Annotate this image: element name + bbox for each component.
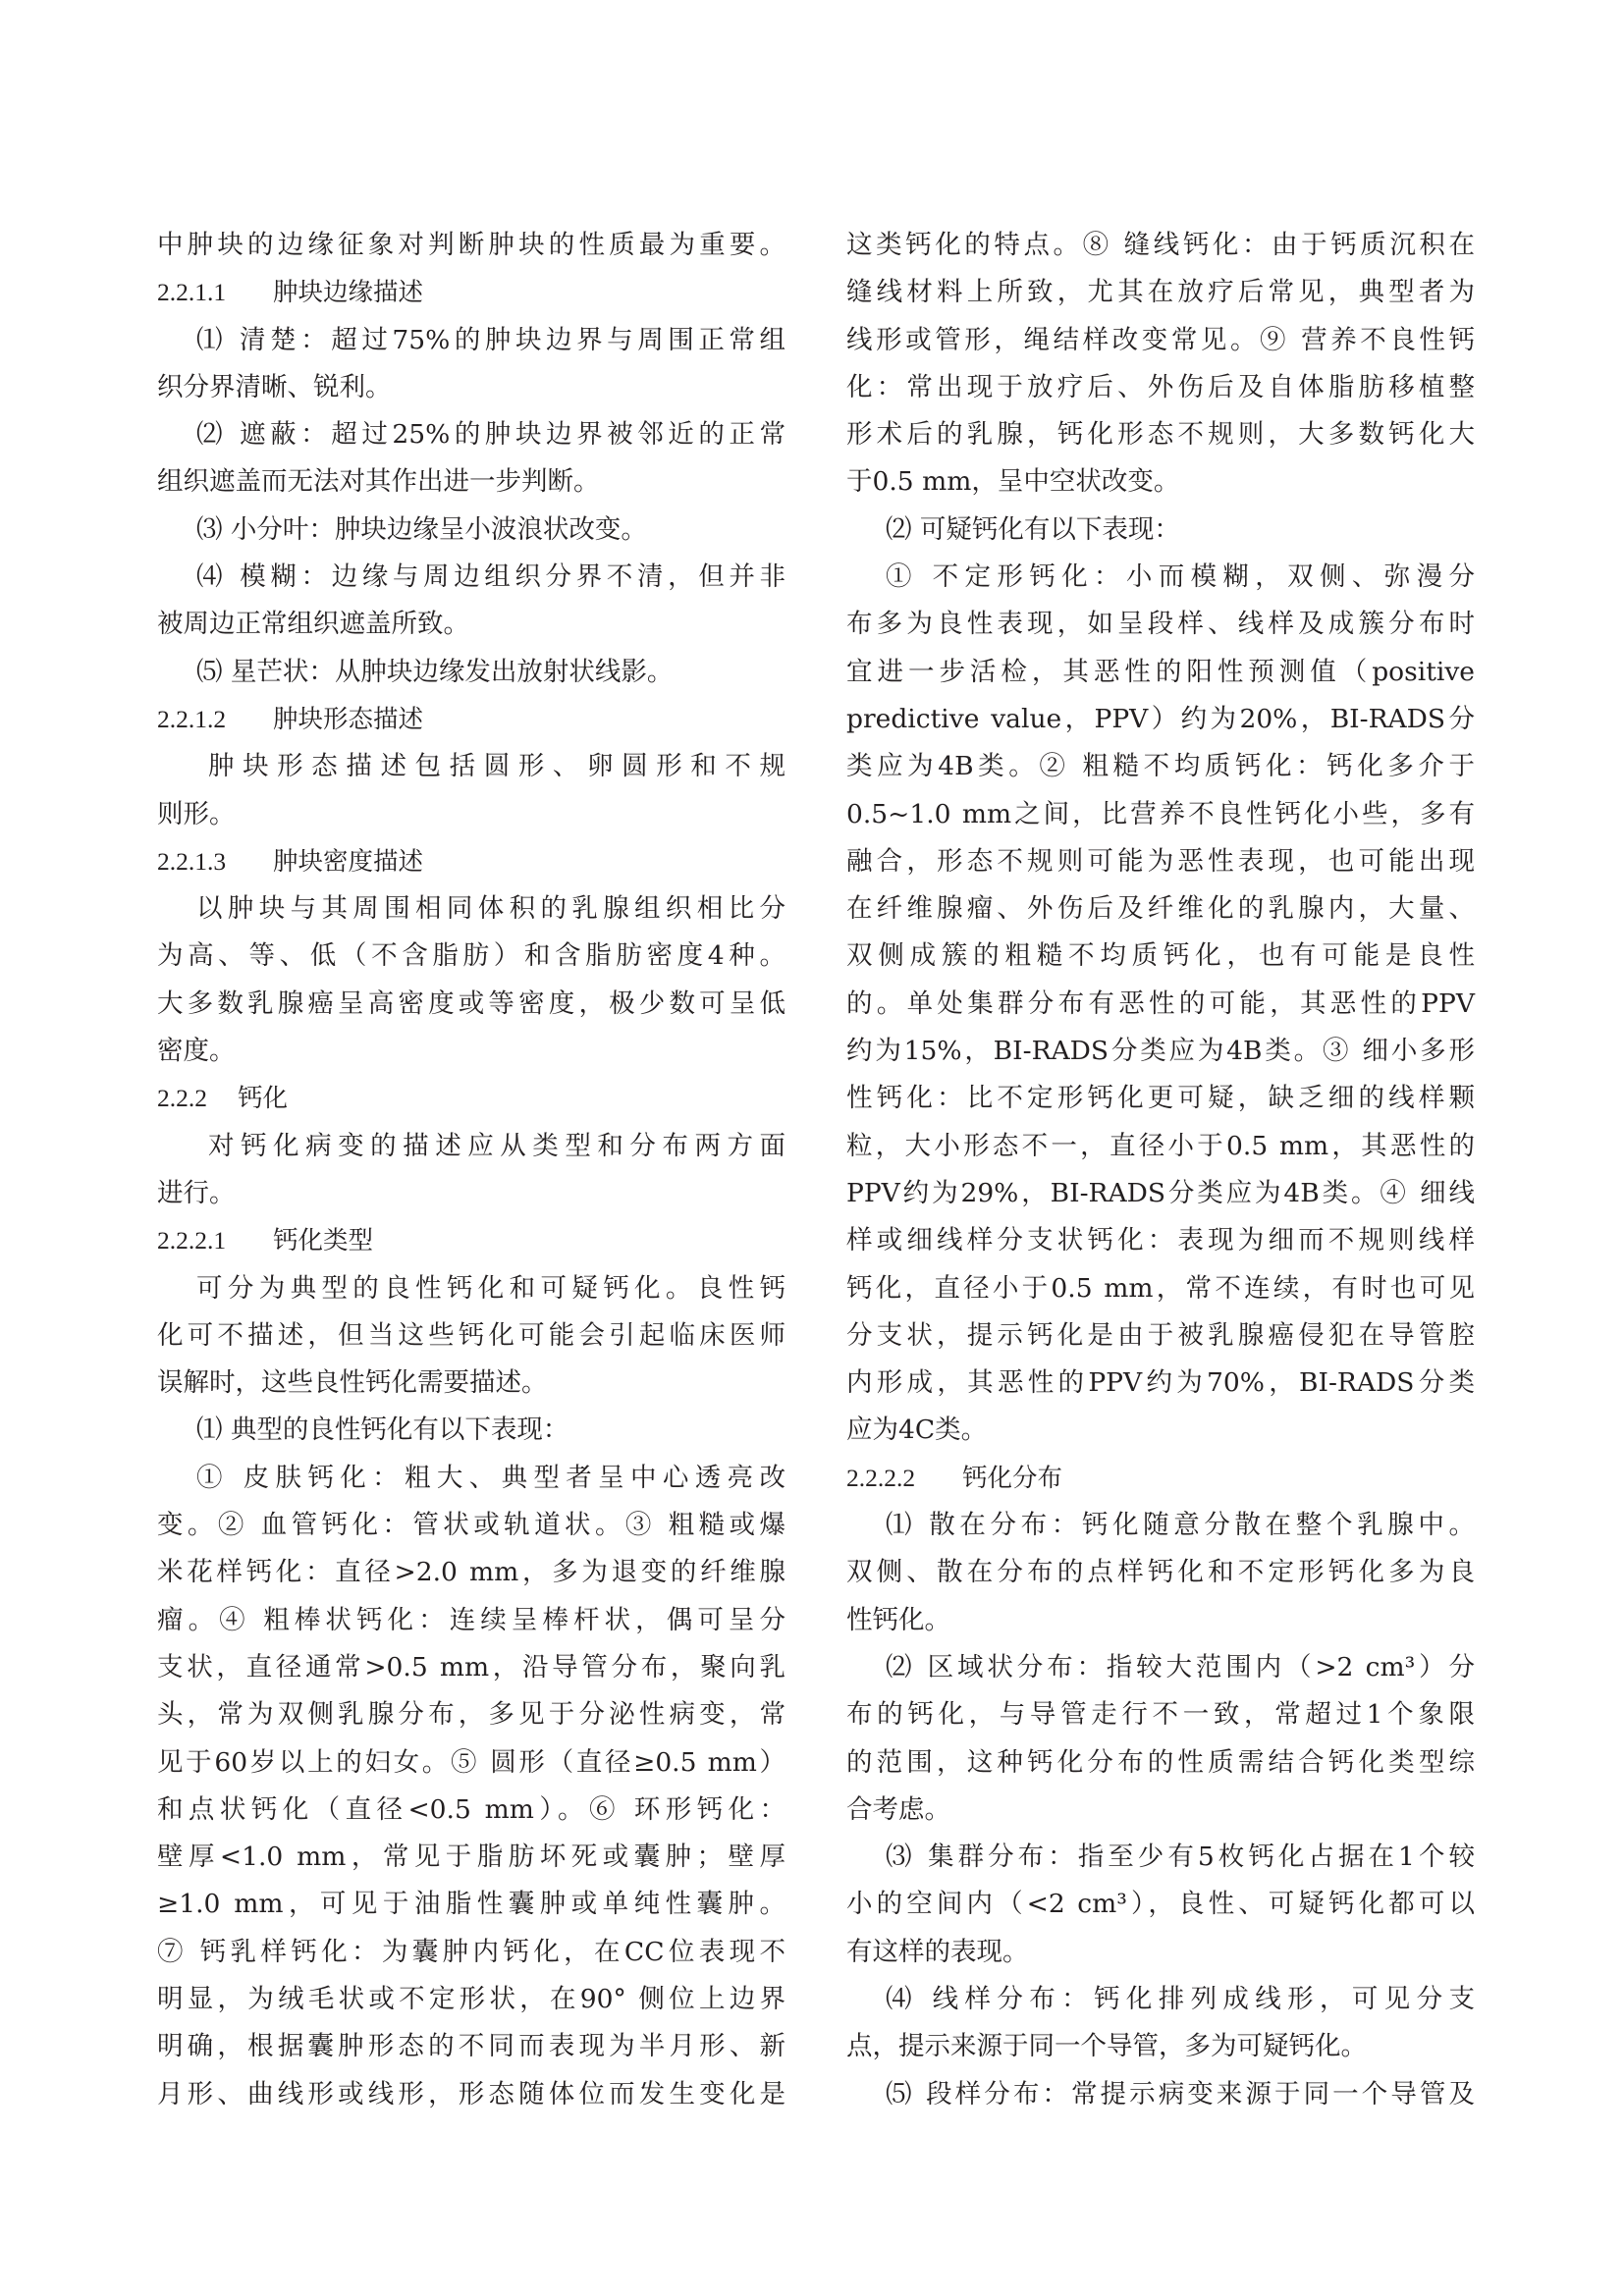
text-line: 和点状钙化（直径<0.5 mm）。⑥ 环形钙化： [157, 1793, 785, 1825]
section-number: 2.2.1.2 [157, 704, 227, 733]
text-line: ⑷ 模糊：边缘与周边组织分界不清，但并非 [196, 561, 785, 593]
text-line: 壁厚<1.0 mm，常见于脂肪坏死或囊肿；壁厚 [157, 1842, 785, 1873]
section-title: 肿块边缘描述 [273, 278, 424, 308]
text-line: 形术后的乳腺，钙化形态不规则，大多数钙化大 [846, 419, 1475, 451]
section-title: 钙化 [238, 1084, 289, 1114]
text-line: ⑵ 区域状分布：指较大范围内（>2 cm³）分 [886, 1651, 1475, 1682]
text-line: 大多数乳腺癌呈高密度或等密度，极少数可呈低 [157, 988, 785, 1019]
text-line: 缝线材料上所致，尤其在放疗后常见，典型者为 [846, 277, 1475, 308]
text-line: 瘤。④ 粗棒状钙化：连续呈棒杆状，偶可呈分 [157, 1604, 785, 1635]
text-line: 化可不描述，但当这些钙化可能会引起临床医师 [157, 1319, 785, 1351]
text-line: 类应为4B类。② 粗糙不均质钙化：钙化多介于 [846, 751, 1475, 782]
section-heading [157, 1075, 785, 1122]
text-line: ① 皮肤钙化：粗大、典型者呈中心透亮改 [196, 1462, 785, 1493]
text-line: 组织遮盖而无法对其作出进一步判断。 [157, 466, 600, 498]
text-line: 内形成，其恶性的PPV约为70%，BI-RADS分类 [846, 1367, 1475, 1399]
text-line: ⑵ 遮蔽：超过25%的肿块边界被邻近的正常 [196, 419, 785, 451]
text-line: 小的空间内（<2 cm³），良性、可疑钙化都可以 [846, 1889, 1475, 1920]
text-line: 有这样的表现。 [846, 1936, 1029, 1967]
text-line: 变。② 血管钙化：管状或轨道状。③ 粗糙或爆 [157, 1510, 785, 1541]
section-title: 肿块形态描述 [273, 704, 424, 734]
text-line: ⑴ 散在分布：钙化随意分散在整个乳腺中。 [886, 1510, 1475, 1541]
text-line: 在纤维腺瘤、外伤后及纤维化的乳腺内，大量、 [846, 893, 1475, 925]
text-line: PPV约为29%，BI-RADS分类应为4B类。④ 细线 [846, 1177, 1475, 1208]
text-line: 月形、曲线形或线形，形态随体位而发生变化是 [157, 2078, 785, 2109]
text-line: ⑦ 钙乳样钙化：为囊肿内钙化，在CC位表现不 [157, 1936, 785, 1967]
section-number: 2.2.2 [157, 1084, 207, 1113]
section-heading [157, 1217, 785, 1264]
text-line: 这类钙化的特点。⑧ 缝线钙化：由于钙质沉积在 [846, 230, 1475, 260]
text-line: ⑶ 集群分布：指至少有5枚钙化占据在1个较 [886, 1842, 1475, 1873]
text-line: ① 不定形钙化：小而模糊，双侧、弥漫分 [886, 561, 1475, 593]
text-line: 误解时，这些良性钙化需要描述。 [157, 1367, 548, 1399]
text-line: 性钙化。 [846, 1604, 950, 1635]
text-line: 分支状，提示钙化是由于被乳腺癌侵犯在导管腔 [846, 1319, 1475, 1351]
text-line: 0.5~1.0 mm之间，比营养不良性钙化小些，多有 [846, 798, 1475, 829]
text-line: 米花样钙化：直径>2.0 mm，多为退变的纤维腺 [157, 1557, 785, 1588]
text-line: 明显，为绒毛状或不定形状，在90° 侧位上边界 [157, 1983, 785, 2014]
text-line: 中肿块的边缘征象对判断肿块的性质最为重要。 [157, 230, 785, 260]
text-line: ⑵ 可疑钙化有以下表现： [886, 513, 1180, 545]
section-heading [157, 696, 785, 743]
text-line: 化：常出现于放疗后、外伤后及自体脂肪移植整 [846, 371, 1475, 402]
text-line: 以肿块与其周围相同体积的乳腺组织相比分 [196, 893, 785, 925]
section-number: 2.2.1.3 [157, 846, 227, 876]
text-line: 双侧成簇的粗糙不均质钙化，也有可能是良性 [846, 940, 1475, 972]
section-heading [157, 838, 785, 885]
text-line: 性钙化：比不定形钙化更可疑，缺乏细的线样颗 [846, 1083, 1475, 1114]
text-line: 宜进一步活检，其恶性的阳性预测值（positive [846, 656, 1475, 687]
text-line: 进行。 [157, 1177, 236, 1208]
text-line: ⑸ 星芒状：从肿块边缘发出放射状线影。 [196, 656, 674, 687]
section-number: 2.2.1.1 [157, 278, 227, 307]
text-line: ⑴ 典型的良性钙化有以下表现： [196, 1415, 569, 1446]
text-line: 对钙化病变的描述应从类型和分布两方面 [208, 1130, 785, 1161]
text-line: 粒，大小形态不一，直径小于0.5 mm，其恶性的 [846, 1130, 1475, 1161]
text-line: 肿块形态描述包括圆形、卵圆形和不规 [208, 751, 785, 782]
section-number: 2.2.2.2 [846, 1463, 916, 1492]
text-line: 样或细线样分支状钙化：表现为细而不规则线样 [846, 1225, 1475, 1256]
section-title: 肿块密度描述 [273, 846, 424, 877]
section-number: 2.2.2.1 [157, 1226, 227, 1255]
left-column [157, 222, 785, 2118]
text-line: predictive value，PPV）约为20%，BI-RADS分 [846, 703, 1475, 734]
text-line: 头，常为双侧乳腺分布，多见于分泌性病变，常 [157, 1699, 785, 1731]
section-title: 钙化分布 [962, 1463, 1063, 1493]
text-line: 约为15%，BI-RADS分类应为4B类。③ 细小多形 [846, 1036, 1475, 1067]
section-heading [846, 1455, 1475, 1502]
text-line: ⑷ 线样分布：钙化排列成线形，可见分支 [886, 1983, 1475, 2014]
text-line: 布多为良性表现，如呈段样、线样及成簇分布时 [846, 609, 1475, 640]
right-column [846, 222, 1475, 2118]
text-line: 可分为典型的良性钙化和可疑钙化。良性钙 [196, 1272, 785, 1304]
text-line: 的。单处集群分布有恶性的可能，其恶性的PPV [846, 988, 1475, 1019]
section-heading [157, 269, 785, 316]
text-line: 密度。 [157, 1036, 236, 1067]
text-line: 见于60岁以上的妇女。⑤ 圆形（直径≥0.5 mm） [157, 1746, 785, 1778]
text-line: 钙化，直径小于0.5 mm，常不连续，有时也可见 [846, 1272, 1475, 1304]
text-line: 合考虑。 [846, 1793, 950, 1825]
text-line: 支状，直径通常>0.5 mm，沿导管分布，聚向乳 [157, 1651, 785, 1682]
text-line: ⑸ 段样分布：常提示病变来源于同一个导管及 [886, 2078, 1475, 2109]
text-line: 融合，形态不规则可能为恶性表现，也可能出现 [846, 845, 1475, 877]
text-line: 双侧、散在分布的点样钙化和不定形钙化多为良 [846, 1557, 1475, 1588]
text-line: 被周边正常组织遮盖所致。 [157, 609, 469, 640]
text-line: ⑶ 小分叶：肿块边缘呈小波浪状改变。 [196, 513, 647, 545]
text-line: 则形。 [157, 798, 236, 829]
text-line: 点，提示来源于同一个导管，多为可疑钙化。 [846, 2031, 1367, 2062]
text-line: ⑴ 清楚：超过75%的肿块边界与周围正常组 [196, 324, 785, 355]
section-title: 钙化类型 [273, 1226, 374, 1256]
text-line: 的范围，这种钙化分布的性质需结合钙化类型综 [846, 1746, 1475, 1778]
text-line: 应为4C类。 [846, 1415, 988, 1446]
text-line: 布的钙化，与导管走行不一致，常超过1个象限 [846, 1699, 1475, 1731]
text-line: 明确，根据囊肿形态的不同而表现为半月形、新 [157, 2031, 785, 2062]
text-line: ≥1.0 mm，可见于油脂性囊肿或单纯性囊肿。 [157, 1889, 785, 1920]
text-line: 为高、等、低（不含脂肪）和含脂肪密度4种。 [157, 940, 785, 972]
text-line: 线形或管形，绳结样改变常见。⑨ 营养不良性钙 [846, 324, 1475, 355]
text-line: 织分界清晰、锐利。 [157, 371, 392, 402]
text-line: 于0.5 mm，呈中空状改变。 [846, 466, 1180, 498]
